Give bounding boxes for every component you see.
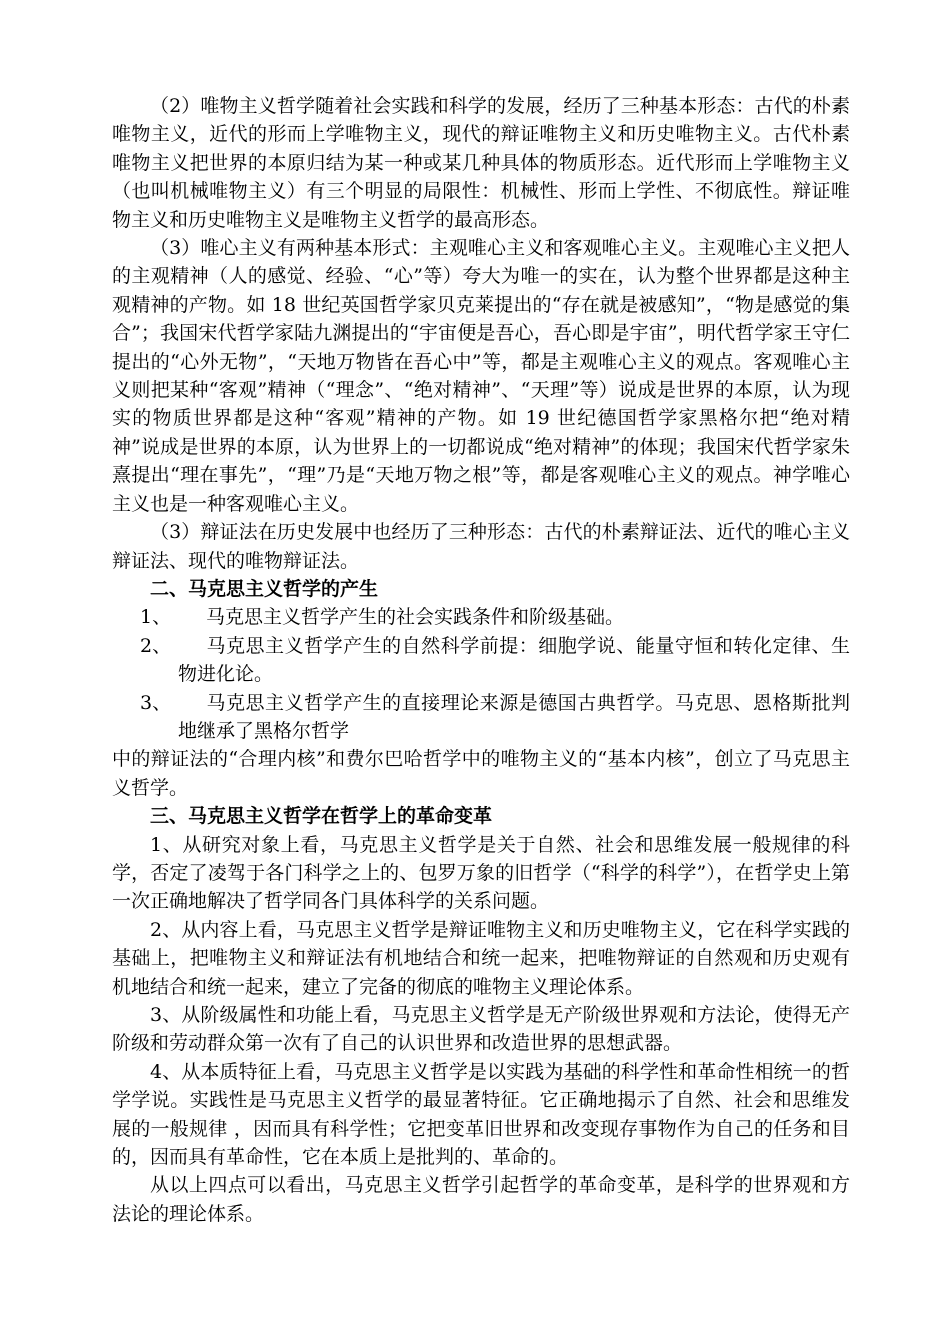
list-number: 3、	[140, 691, 172, 714]
list-item-3	[112, 689, 850, 746]
list-item-text: 马克思主义哲学产生的社会实践条件和阶级基础。	[206, 606, 625, 629]
section-heading-revolution: 三、马克思主义哲学在哲学上的革命变革	[150, 805, 493, 828]
list-item-2	[112, 632, 850, 689]
document-page	[112, 92, 850, 1228]
point-class-attribute: 3、从阶级属性和功能上看，马克思主义哲学是无产阶级世界观和方法论，使得无产阶级和劳动群众第一次有了自己的认识世界和改造世界的思想武器。	[112, 1004, 850, 1055]
list-item-3-continuation: 中的辩证法的“合理内核”和费尔巴哈哲学中的唯物主义的“基本内核”，创立了马克思主义哲学。	[112, 748, 850, 799]
paragraph-dialectics-forms: （3）辩证法在历史发展中也经历了三种形态：古代的朴素辩证法、近代的唯心主义辩证法、现代的唯物辩证法。	[112, 521, 850, 572]
point-essential-feature: 4、从本质特征上看，马克思主义哲学是以实践为基础的科学性和革命性相统一的哲学学说。实践性是马克思主义哲学的最显著特征。它正确地揭示了自然、社会和思维发展的一般规律 ，因而具有科学性；它把变革旧世界和改变现存事物作为自己的任务和目的，因而具有革命性，它在本质上是批判的、革命的。	[112, 1060, 850, 1169]
paragraph-materialism-forms: （2）唯物主义哲学随着社会实践和科学的发展，经历了三种基本形态：古代的朴素唯物主义，近代的形而上学唯物主义，现代的辩证唯物主义和历史唯物主义。古代朴素唯物主义把世界的本原归结为某一种或某几种具体的物质形态。近代形而上学唯物主义（也叫机械唯物主义）有三个明显的局限性：机械性、形而上学性、不彻底性。辩证唯物主义和历史唯物主义是唯物主义哲学的最高形态。	[112, 95, 850, 231]
point-research-object: 1、从研究对象上看，马克思主义哲学是关于自然、社会和思维发展一般规律的科学，否定了凌驾于各门科学之上的、包罗万象的旧哲学（“科学的科学”），在哲学史上第一次正确地解决了哲学同各门具体科学的关系问题。	[112, 833, 850, 913]
paragraph-idealism-forms: （3）唯心主义有两种基本形式：主观唯心主义和客观唯心主义。主观唯心主义把人的主观精神（人的感觉、经验、“心”等）夸大为唯一的实在，认为整个世界都是这种主观精神的产物。如 18 世纪英国哲学家贝克莱提出的“存在就是被感知”，“物是感觉的集合”；我国宋代哲学家陆九渊提出的“宇宙便是吾心，吾心即是宇宙”，明代哲学家王守仁提出的“心外无物”，“天地万物皆在吾心中”等，都是主观唯心主义的观点。客观唯心主义则把某种“客观”精神（“理念”、“绝对精神”、“天理”等）说成是世界的本原，认为现实的物质世界都是这种“客观”精神的产物。如 19 世纪德国哲学家黑格尔把“绝对精神”说成是世界的本原，认为世界上的一切都说成“绝对精神”的体现；我国宋代哲学家朱熹提出“理在事先”，“理”乃是“天地万物之根”等，都是客观唯心主义的观点。神学唯心主义也是一种客观唯心主义。	[112, 237, 850, 515]
conclusion-paragraph: 从以上四点可以看出，马克思主义哲学引起哲学的革命变革，是科学的世界观和方法论的理论体系。	[112, 1174, 850, 1225]
point-content: 2、从内容上看，马克思主义哲学是辩证唯物主义和历史唯物主义，它在科学实践的基础上，把唯物主义和辩证法有机地结合和统一起来，把唯物辩证的自然观和历史观有机地结合和统一起来，建立了完备的彻底的唯物主义理论体系。	[112, 918, 850, 998]
list-item-1	[112, 603, 850, 631]
list-item-text: 马克思主义哲学产生的直接理论来源是德国古典哲学。马克思、恩格斯批判地继承了黑格尔哲学	[178, 691, 850, 742]
section-heading-origin: 二、马克思主义哲学的产生	[150, 577, 379, 600]
list-number: 1、	[140, 606, 172, 629]
list-item-text: 马克思主义哲学产生的自然科学前提：细胞学说、能量守恒和转化定律、生物进化论。	[178, 634, 850, 686]
list-number: 2、	[140, 634, 172, 657]
